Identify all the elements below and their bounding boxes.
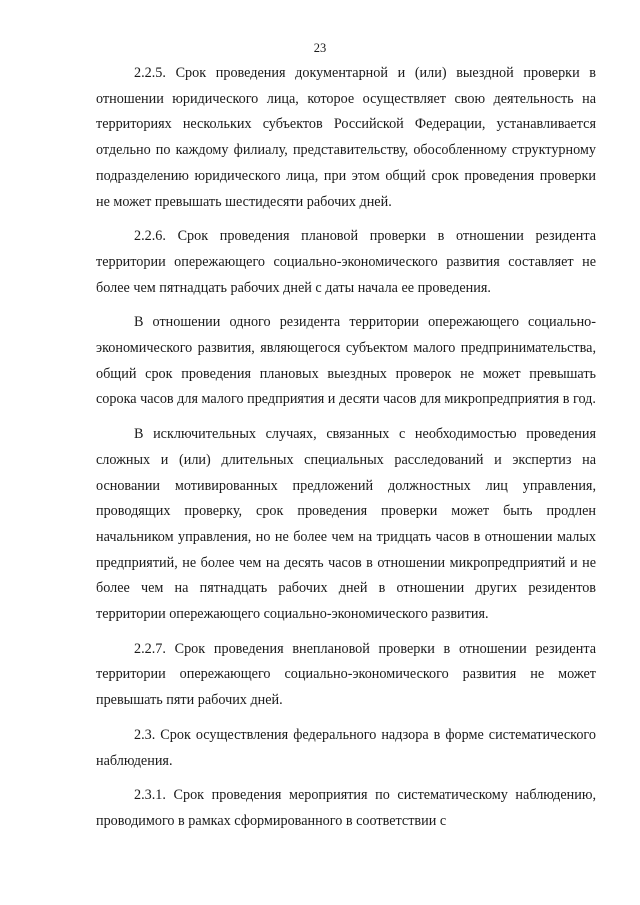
- paragraph-2-2-5: 2.2.5. Срок проведения документарной и (или) выездной проверки в отношении юридического лица, которое осуществляет свою деятельность на территориях нескольких субъектов Российской Федерации, устанавливается отдельно по каждому филиалу, представительству, обособленному структурному подразделению юридического лица, при этом общий срок проведения проверки не может превышать шестидесяти рабочих дней.: [96, 65, 596, 210]
- paragraph-small-business-limit: В отношении одного резидента территории опережающего социально-экономического развития, являющегося субъектом малого предпринимательства, общий срок проведения плановых выездных проверок не может превышать сорока часов для малого предприятия и десяти часов для микропредприятия в год.: [96, 314, 596, 408]
- paragraph-2-3-1: 2.3.1. Срок проведения мероприятия по систематическому наблюдению, проводимого в рамках сформированного в соответствии с: [96, 787, 596, 829]
- paragraph-2-2-7: 2.2.7. Срок проведения внеплановой проверки в отношении резидента территории опережающего социально-экономического развития не может превышать пяти рабочих дней.: [96, 640, 596, 709]
- document-body: [96, 61, 596, 835]
- paragraph-exceptional-cases: В исключительных случаях, связанных с необходимостью проведения сложных и (или) длительных специальных расследований и экспертиз на основании мотивированных предложений должностных лиц управления, проводящих проверку, срок проведения проверки может быть продлен начальником управления, но не более чем на тридцать часов в отношении малых предприятий, не более чем на десять часов в отношении микропредприятий и не более чем на пятнадцать рабочих дней в отношении других резидентов территории опережающего социально-экономического развития.: [96, 426, 596, 623]
- paragraph-2-3: 2.3. Срок осуществления федерального надзора в форме систематического наблюдения.: [96, 726, 596, 769]
- page-number: 23: [313, 41, 327, 55]
- paragraph-2-2-6: 2.2.6. Срок проведения плановой проверки в отношении резидента территории опережающего социально-экономического развития составляет не более чем пятнадцать рабочих дней с даты начала ее проведения.: [96, 228, 596, 296]
